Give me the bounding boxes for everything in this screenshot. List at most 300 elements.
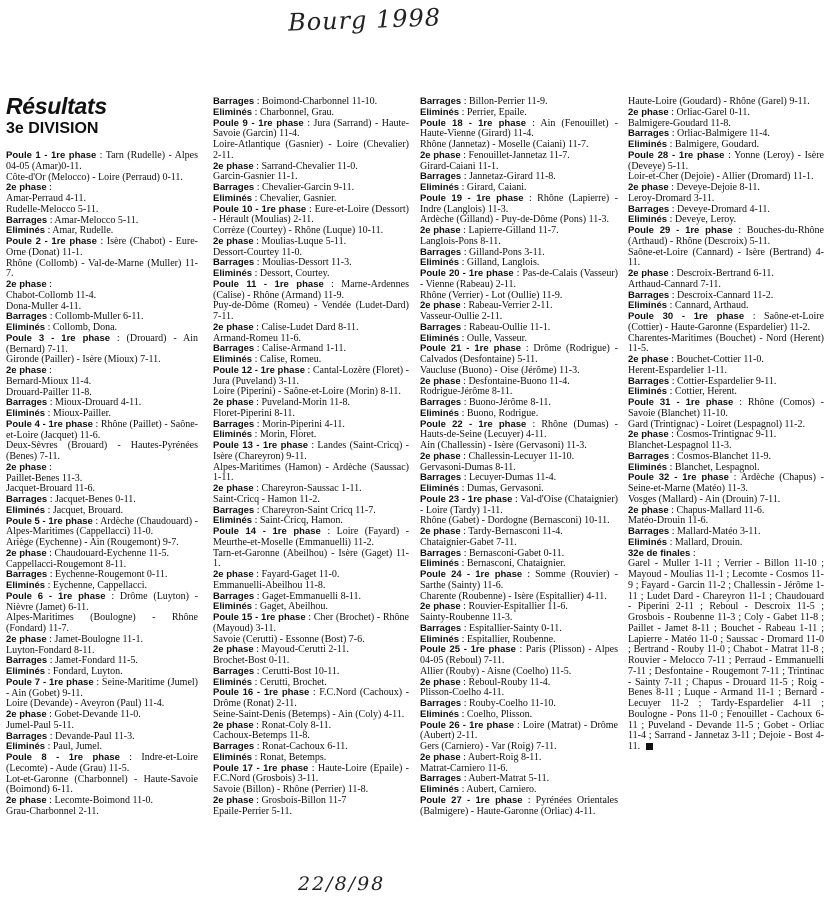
result-label: 2e phase (420, 149, 461, 161)
result-label: Eliminés (420, 407, 460, 419)
result-label: Barrages (6, 494, 48, 505)
result-text: Alpes-Maritimes (Boulogne) - Rhône (Fondard) 11-7. (6, 612, 198, 634)
result-text: : Calise-Ludet Dard 8-11. (253, 321, 359, 333)
result-text: Jumel-Paul 5-11. (6, 719, 74, 731)
result-text: : Calise-Armand 1-11. (254, 343, 347, 355)
section-header (6, 93, 206, 138)
result-label: Poule 23 - 1re phase (420, 493, 513, 505)
result-text: : Paris (Plisson) - Alpes 04-05 (Reboul) 7-11. (420, 644, 618, 666)
result-label: Eliminés (213, 106, 253, 118)
result-label: Barrages (6, 311, 48, 323)
result-text: : Lecuyer-Dumas 11-4. (461, 472, 557, 484)
result-text: : Pas-de-Calais (Vasseur) - Vienne (Rabeau) 2-11. (420, 268, 619, 290)
result-label: Barrages (6, 730, 48, 742)
result-text: : Chaudouard-Eychenne 11-5. (46, 547, 170, 559)
result-text: : Aubert-Matrat 5-11. (461, 773, 550, 785)
result-line (6, 613, 198, 635)
result-label: Barrages (628, 526, 670, 537)
result-text: : Morin-Piperini 4-11. (254, 418, 345, 430)
result-text: : Gobet-Devande 11-0. (46, 709, 141, 720)
result-text: : Somme (Rouvier) - Sarthe (Sainty) 11-6. (420, 569, 619, 591)
result-label: Poule 11 - 1re phase (213, 278, 324, 290)
result-label: Barrages (420, 622, 462, 634)
result-line (213, 613, 409, 635)
result-label: Poule 26 - 1re phase (420, 719, 514, 731)
result-text: Girard-Caiani 11-1. (420, 160, 499, 172)
result-text: : Mayoud-Cerutti 2-11. (253, 644, 349, 656)
result-text: : Orliac-Balmigere 11-4. (669, 128, 770, 140)
result-label: Poule 22 - 1re phase (420, 418, 527, 430)
result-label: Eliminés (6, 580, 46, 591)
result-text: Côte-d'Or (Melocco) - Loire (Perraud) 0-11. (6, 171, 183, 183)
result-label: Eliminés (6, 504, 46, 516)
result-label: 2e phase (420, 751, 461, 763)
result-label: 2e phase (420, 375, 461, 387)
result-label: Eliminés (420, 558, 460, 570)
result-text: : Rouby-Coelho 11-10. (461, 698, 556, 709)
result-line (213, 280, 409, 302)
result-text: Gers (Carniero) - Var (Roig) 7-11. (420, 741, 557, 752)
result-label: Eliminés (213, 354, 253, 365)
result-text: : Collomb, Dona. (45, 322, 118, 333)
result-text: : Devande-Paul 11-3. (47, 730, 135, 742)
result-text: : Jamet-Boulogne 11-1. (46, 633, 143, 645)
result-label: Poule 8 - 1re phase (6, 752, 120, 763)
result-label: Eliminés (420, 182, 460, 193)
result-line (213, 549, 409, 571)
result-line (213, 119, 409, 141)
result-text: Amar-Perraud 4-11. (6, 193, 86, 204)
result-text: : Eure-et-Loire (Dessort) - Hérault (Moulias) 2-11. (213, 203, 410, 226)
result-text: : Ardèche (Chapus) - Seine-et-Marne (Matéo) 11-3. (628, 472, 824, 494)
result-label: Barrages (420, 246, 462, 258)
result-text: Emmanuelli-Abeilhou 11-8. (213, 579, 326, 591)
result-label: Eliminés (213, 601, 253, 613)
result-text: : Ronat-Cachoux 6-11. (254, 741, 348, 752)
result-text: : Jacquet, Brouard. (45, 504, 124, 516)
result-text: : Collomb-Muller 6-11. (47, 311, 144, 323)
result-label: 2e phase (420, 450, 461, 462)
result-text: Bernard-Mioux 11-4. (6, 375, 92, 387)
result-label: Poule 4 - 1re phase (6, 418, 93, 430)
result-text: Matéo-Drouin 11-6. (628, 515, 709, 527)
result-text: Rodrigue-Jérôme 8-11. (420, 386, 513, 398)
result-line (628, 312, 824, 334)
result-text: : Fayard-Gaget 11-0. (253, 569, 340, 580)
result-text: : Rhône (Dumas) - Hauts-de-Seine (Lecuyer) 4-11. (420, 418, 618, 441)
result-text: : Rouvier-Espitallier 11-6. (460, 601, 568, 613)
result-text: : Buono-Jérôme 8-11. (461, 397, 551, 408)
result-text: : Girard, Caiani. (459, 182, 527, 193)
result-text: : Reboul-Rouby 11-4. (460, 676, 551, 688)
result-line (420, 269, 618, 291)
result-line (213, 140, 409, 162)
result-text: : Moulias-Dessort 11-3. (254, 257, 352, 269)
result-label: Eliminés (420, 784, 460, 795)
result-label: Poule 15 - 1re phase (213, 612, 306, 623)
result-text: Cappellacci-Rougemont 8-11. (6, 558, 127, 570)
result-text: Ain (Challessin) - Isère (Gervasoni) 11-3. (420, 440, 587, 451)
result-text: Dessort-Courtey 11-0. (213, 246, 303, 258)
result-text: Tarn-et-Garonne (Abeilhou) - Isère (Gaget) 11-1. (213, 547, 409, 570)
result-label: 2e phase (213, 483, 254, 494)
result-label: Barrages (6, 397, 48, 409)
result-label: Barrages (628, 450, 670, 462)
result-label: Poule 27 - 1re phase (420, 794, 523, 806)
result-text: Saône-et-Loire (Cannard) - Isère (Bertrand) 4-11. (628, 246, 824, 269)
result-line (6, 807, 198, 818)
result-label: 32e de finales (628, 547, 691, 559)
result-label: Eliminés (628, 300, 668, 312)
result-text: : Paul, Jumel. (45, 741, 103, 753)
result-text: : Ronat-Coly 8-11. (253, 719, 332, 731)
result-text: : Chapus-Mallard 11-6. (668, 504, 765, 516)
result-label: Eliminés (213, 192, 253, 204)
result-text: Gervasoni-Dumas 8-11. (420, 461, 516, 473)
result-text: : Pyrénées Orientales (Balmigere) - Haute-Garonne (Orliac) 4-11. (420, 794, 618, 817)
result-text: Chabot-Collomb 11-4. (6, 289, 97, 301)
result-label: Eliminés (213, 751, 253, 763)
result-label: Poule 18 - 1re phase (420, 117, 527, 129)
result-label: Barrages (213, 418, 255, 430)
result-label: Eliminés (213, 429, 253, 441)
result-line (6, 334, 198, 356)
result-text: : Tarn (Rudelle) - Alpes 04-05 (Amar)0-11. (6, 150, 198, 172)
result-text: Rudelle-Melocco 5-11. (6, 203, 99, 215)
result-text: : Lecomte-Boimond 11-0. (46, 795, 153, 806)
result-text: : Mioux-Pailler. (45, 408, 111, 419)
result-text: : Chareyron-Saint Cricq 11-7. (254, 504, 376, 516)
result-text: : Morin, Floret. (252, 429, 317, 441)
result-text: Vaucluse (Buono) - Oise (Jérôme) 11-3. (420, 364, 580, 376)
result-label: Poule 19 - 1re phase (420, 192, 524, 204)
result-line (6, 678, 198, 700)
result-text: Loire-Atlantique (Gasnier) - Loire (Chevalier) 2-11. (213, 139, 409, 161)
result-label: Barrages (6, 569, 48, 581)
result-text: Alpes-Maritimes (Hamon) - Ardèche (Saussac) 1-11. (213, 461, 409, 484)
result-text: Loir-et-Cher (Dejoie) - Allier (Dromard) 11-1. (628, 171, 814, 183)
result-label: 2e phase (628, 354, 669, 365)
result-text: : Boimond-Charbonnel 11-10. (254, 96, 378, 107)
result-label: Eliminés (420, 332, 460, 344)
result-text: Garcin-Gasnier 11-1. (213, 171, 298, 183)
result-label: Eliminés (6, 322, 46, 333)
result-line (6, 592, 198, 614)
result-text: : Drôme (Rodrigue) - Calvados (Desfontaine) 5-11. (420, 343, 618, 365)
result-text: Rhône (Gabet) - Dordogne (Bernasconi) 10-11. (420, 515, 610, 527)
result-label: Poule 5 - 1re phase (6, 515, 93, 527)
result-line (213, 688, 409, 710)
result-text: : Tardy-Bernasconi 11-4. (460, 526, 563, 537)
results-column-3 (420, 97, 618, 817)
result-label: 2e phase (420, 300, 461, 312)
result-text: Saint-Cricq - Hamon 11-2. (213, 493, 320, 505)
result-text: : Gaget-Emmanuelli 8-11. (254, 590, 362, 602)
result-text: Deux-Sèvres (Brouard) - Hautes-Pyrénées (Benes) 7-11. (6, 440, 198, 462)
result-text: : Balmigere, Goudard. (667, 139, 759, 150)
result-text: : Ardèche (Chaudouard) - Alpes-Maritimes (Cappellacci) 11-0. (6, 515, 198, 538)
result-label: Barrages (420, 171, 462, 183)
result-text: Leroy-Dromard 3-11. (628, 192, 715, 204)
result-text: : Cosmos-Blanchet 11-9. (669, 450, 772, 462)
result-label: Poule 13 - 1re phase (213, 440, 309, 451)
result-line (213, 463, 409, 485)
result-text: Rhône (Jannetaz) - Moselle (Caiani) 11-7. (420, 139, 589, 150)
result-line (420, 344, 618, 366)
result-label: Barrages (420, 96, 462, 107)
result-line (6, 151, 198, 173)
result-label: 2e phase (420, 526, 461, 537)
result-label: Barrages (420, 773, 462, 785)
result-label: Eliminés (6, 666, 46, 677)
result-label: Barrages (628, 203, 670, 215)
result-label: Poule 31 - 1re phase (628, 397, 734, 408)
result-text: : Oulle, Vasseur. (459, 332, 527, 344)
page-title: Résultats (6, 93, 107, 119)
result-text: : Rhône (Paillet) - Saône-et-Loire (Jacquet) 11-6. (6, 418, 198, 441)
result-label: Poule 16 - 1re phase (213, 687, 310, 699)
result-text: : Val-d'Oise (Chataignier) - Loire (Tardy) 1-11. (420, 493, 619, 516)
result-text: : (46, 182, 52, 194)
result-line (6, 237, 198, 259)
result-text: : Dessort, Courtey. (252, 268, 330, 279)
result-text: : Aubert, Carniero. (459, 784, 537, 795)
results-column-4 (628, 97, 824, 753)
result-text: : Calise, Romeu. (252, 354, 322, 365)
result-text: Charentes-Maritimes (Bouchet) - Nord (Herent) 11-5. (628, 332, 824, 355)
result-line (213, 205, 409, 227)
result-text: : Deveye-Dromard 4-11. (669, 203, 770, 215)
result-text: : Perrier, Epaile. (459, 106, 527, 118)
result-text: : Deveye-Dejoie 8-11. (668, 182, 760, 193)
result-text: Dona-Muller 4-11. (6, 300, 82, 312)
result-line (628, 559, 824, 753)
result-text: : Haute-Loire (Epaile) - F.C.Nord (Grosbois) 3-11. (213, 762, 409, 785)
result-label: Barrages (628, 375, 670, 387)
result-label: Poule 30 - 1re phase (628, 311, 745, 322)
result-line (420, 645, 618, 667)
result-label: Barrages (420, 397, 462, 408)
result-line (628, 334, 824, 356)
result-text: Savoie (Cerutti) - Essonne (Bost) 7-6. (213, 633, 365, 645)
result-line (420, 119, 618, 141)
result-text: Garel - Muller 1-11 ; Verrier - Billon 11-10 ; Mayoud - Moulias 11-1 ; Lecomte - Cosmos 11-9 ; Fayard - Garcin 11-2 ; Challessin - Jérôme 1-11 ; Ludet Dard - Chareyron 11-1 ; Chaudouard - Piperini 2-11 ; Reboul - Descroix 11-5 ; Grosbois - Roubenne 11-3 ; Coly - Gabet 11-8 ; Paillet - Jamet 8-11 ; Bouchet - Rabeau 1-11 ; Lapierre - Matéo 11-0 ; Saussac - Dromard 11-0 ; Bertrand - Rouby 11-0 ; Chabot - Matrat 11-8 ; Rouvier - Melocco 7-11 ; Perraud - Emmanuelli 7-11 ; Desfontaine - Rougemont 7-11 ; Trintinac - Sainty 7-11 ; Chapus - Drouard 11-5 ; Roig - Benes 8-11 ; Luque - Armand 11-1 ; Bernard - Lecuyer 11-2 ; Tardy-Espardelier 4-11 ; Boulogne - Pons 11-0 ; Fenouillet - Cachoux 6-11 ; Puveland - Devande 11-5 ; Gobet - Orliac 11-4 ; Sarrand - Jannetaz 3-11 ; Dejoie - Bost 4-11. (628, 558, 824, 752)
result-label: 2e phase (213, 321, 254, 333)
result-line (6, 441, 198, 463)
result-text: Charente (Roubenne) - Isère (Espitallier) 4-11. (420, 590, 607, 602)
result-label: Eliminés (420, 633, 460, 645)
result-label: Poule 29 - 1re phase (628, 225, 733, 236)
result-text: : Grosbois-Billon 11-7 (253, 794, 347, 806)
result-line (420, 570, 618, 592)
result-text: : Cerutti-Bost 10-11. (254, 665, 340, 677)
result-text: : Aubert-Roig 8-11. (460, 751, 542, 763)
handwritten-note-top: Bourg 1998 (287, 3, 442, 37)
result-text: : Orliac-Garel 0-11. (668, 106, 750, 118)
result-text: Haute-Loire (Goudard) - Rhône (Garel) 9-11. (628, 96, 810, 107)
result-label: 2e phase (6, 365, 47, 376)
result-label: Eliminés (213, 268, 253, 279)
result-text: Rhône (Collomb) - Val-de-Marne (Muller) 11-7. (6, 257, 198, 280)
result-line (420, 495, 618, 517)
result-text: : Jura (Sarrand) - Haute-Savoie (Garcin) 11-4. (213, 117, 410, 140)
result-text: : Chevalier-Garcin 9-11. (254, 182, 355, 193)
result-text: Gironde (Pailler) - Isère (Mioux) 7-11. (6, 354, 161, 366)
result-text: : Fenouillet-Jannetaz 11-7. (460, 149, 570, 161)
result-text: : Jamet-Fondard 11-5. (47, 655, 138, 667)
result-text: Armand-Romeu 11-6. (213, 332, 301, 344)
result-text: : Chevalier, Gasnier. (252, 192, 337, 204)
result-line (213, 527, 409, 549)
result-text: : Saint-Cricq, Hamon. (252, 515, 343, 527)
result-text: : Gilland-Pons 3-11. (461, 246, 545, 258)
result-label: Barrages (420, 472, 462, 484)
result-text: : Bouches-du-Rhône (Arthaud) - Rhône (Descroix) 5-11. (628, 225, 824, 247)
result-text: Gard (Trintignac) - Loiret (Lespagnol) 11-2. (628, 418, 805, 430)
result-line (628, 226, 824, 248)
result-text: : (Drouard) - Ain (Bernard) 7-11. (6, 332, 198, 355)
result-text: Herent-Espardelier 1-11. (628, 364, 728, 376)
result-text: Jacquet-Brouard 11-6. (6, 483, 96, 495)
result-text: Balmigere-Goudard 11-8. (628, 117, 731, 129)
result-label: Eliminés (420, 257, 460, 269)
result-label: Barrages (213, 665, 255, 677)
result-text: : F.C.Nord (Cachoux) - Drôme (Ronat) 2-11. (213, 687, 409, 709)
result-label: Poule 21 - 1re phase (420, 343, 522, 355)
result-text: Chataignier-Gabet 7-11. (420, 536, 517, 548)
result-label: 2e phase (213, 397, 254, 408)
result-text: : Moulias-Luque 5-11. (253, 235, 347, 247)
result-label: Poule 10 - 1re phase (213, 203, 307, 215)
result-label: 2e phase (6, 709, 47, 720)
result-text: : Descroix-Bertrand 6-11. (668, 268, 774, 279)
result-label: 2e phase (628, 268, 669, 279)
result-label: 2e phase (213, 719, 254, 731)
result-label: Barrages (6, 214, 48, 226)
result-line (213, 764, 409, 786)
result-label: Poule 3 - 1re phase (6, 332, 111, 344)
result-text: : Amar, Rudelle. (45, 225, 114, 237)
result-label: Barrages (213, 741, 255, 752)
result-text: : Saône-et-Loire (Cottier) - Haute-Garonne (Espardelier) 11-2. (628, 311, 824, 333)
result-label: Barrages (420, 547, 462, 559)
result-label: Eliminés (6, 741, 46, 753)
result-line (628, 248, 824, 270)
results-column-2 (213, 97, 409, 817)
result-line (213, 441, 409, 463)
result-label: 2e phase (213, 794, 254, 806)
result-line (6, 753, 198, 775)
result-text: : Mallard-Matéo 3-11. (669, 526, 761, 537)
result-text: : Buono, Rodrigue. (459, 407, 539, 419)
result-text: Puy-de-Dôme (Romeu) - Vendée (Ludet-Dard) 7-11. (213, 300, 409, 322)
result-text: : Espitallier, Roubenne. (459, 633, 556, 645)
result-label: Eliminés (628, 214, 668, 226)
result-label: 2e phase (6, 182, 47, 194)
result-text: : Marne-Ardennes (Calise) - Rhône (Armand) 11-9. (213, 278, 409, 301)
result-text: Luyton-Fondard 8-11. (6, 644, 95, 656)
result-label: Eliminés (213, 515, 253, 527)
result-text: : Gaget, Abeilhou. (252, 601, 328, 613)
result-text: : Dumas, Gervasoni. (459, 483, 544, 494)
result-text: : Sarrand-Chevalier 11-0. (253, 160, 358, 172)
result-text: : Loire (Matrat) - Drôme (Aubert) 2-11. (420, 719, 618, 742)
result-label: 2e phase (628, 106, 669, 118)
result-label: 2e phase (628, 182, 669, 193)
result-line (6, 420, 198, 442)
result-label: Barrages (213, 257, 255, 269)
result-label: Poule 7 - 1re phase (6, 676, 94, 688)
result-text: Loire (Piperini) - Saône-et-Loire (Morin) 8-11. (213, 386, 401, 398)
result-text: : (46, 365, 52, 376)
result-text: : Drôme (Luyton) - Nièvre (Jamet) 6-11. (6, 590, 198, 613)
result-label: 2e phase (420, 601, 461, 613)
result-text: Vosges (Mallard) - Ain (Drouin) 7-11. (628, 493, 781, 505)
result-text: Savoie (Billon) - Rhône (Perrier) 11-8. (213, 784, 369, 795)
result-label: Poule 12 - 1re phase (213, 364, 306, 376)
result-text: : Coelho, Plisson. (459, 708, 533, 720)
result-text: Rhône (Verrier) - Lot (Oullie) 11-9. (420, 289, 563, 301)
result-text: : (46, 461, 52, 473)
result-line (6, 259, 198, 281)
result-text: : Eychenne, Cappellacci. (45, 580, 147, 591)
result-text: : Charbonnel, Grau. (252, 106, 335, 118)
result-text: : Ain (Fenouillet) - Haute-Vienne (Girard) 11-4. (420, 117, 618, 140)
result-label: 2e phase (213, 569, 254, 580)
result-label: Barrages (628, 128, 670, 140)
result-line (420, 194, 618, 216)
result-text: : Seine-Maritime (Jumel) - Ain (Gobet) 9-11. (6, 676, 199, 699)
result-label: Poule 20 - 1re phase (420, 268, 514, 279)
result-label: Poule 1 - 1re phase (6, 150, 97, 161)
result-label: Barrages (213, 590, 255, 602)
result-text: : (46, 279, 52, 290)
result-text: Ardèche (Gilland) - Puy-de-Dôme (Pons) 11-3. (420, 214, 610, 226)
result-text: : Cosmos-Trintignac 9-11. (668, 429, 777, 441)
result-text: : Jacquet-Benes 0-11. (47, 494, 136, 505)
result-text: : Rabeau-Verrier 2-11. (460, 300, 553, 312)
result-label: Barrages (213, 504, 255, 516)
result-label: Eliminés (628, 461, 668, 473)
result-label: 2e phase (628, 429, 669, 441)
result-text: : Cantal-Lozère (Floret) - Jura (Puveland) 3-11. (213, 364, 409, 387)
result-label: Poule 2 - 1re phase (6, 236, 97, 247)
result-text: Sainty-Roubenne 11-3. (420, 612, 513, 623)
result-text: Drouard-Pailler 11-8. (6, 386, 92, 398)
result-label: Poule 9 - 1re phase (213, 117, 304, 129)
result-line (6, 517, 198, 539)
end-mark-icon (646, 743, 653, 750)
result-line (213, 301, 409, 323)
result-text: Corrèze (Courtey) - Rhône (Luque) 10-11. (213, 225, 384, 236)
result-label: Eliminés (628, 386, 668, 398)
result-text: Floret-Piperini 8-11. (213, 407, 295, 419)
result-text: Ariège (Eychenne) - Ain (Rougemont) 9-7. (6, 537, 179, 548)
result-text: : Cerutti, Brochet. (252, 676, 327, 688)
result-text: Langlois-Pons 8-11. (420, 235, 501, 247)
result-label: Poule 28 - 1re phase (628, 149, 725, 161)
result-text: : Isère (Chabot) - Eure-Orne (Donat) 11-1. (6, 236, 199, 258)
result-label: 2e phase (6, 461, 47, 473)
result-label: Barrages (6, 655, 48, 667)
result-text: : Puveland-Morin 11-8. (253, 397, 350, 408)
result-label: Eliminés (628, 139, 668, 150)
result-text: Loire (Devande) - Aveyron (Paul) 11-4. (6, 698, 165, 710)
result-text: Lot-et-Garonne (Charbonnel) - Haute-Savoie (Boimond) 6-11. (6, 773, 198, 796)
result-label: Barrages (628, 289, 670, 301)
result-label: Eliminés (420, 483, 460, 494)
result-text: : Gilland, Langlois. (459, 257, 540, 269)
